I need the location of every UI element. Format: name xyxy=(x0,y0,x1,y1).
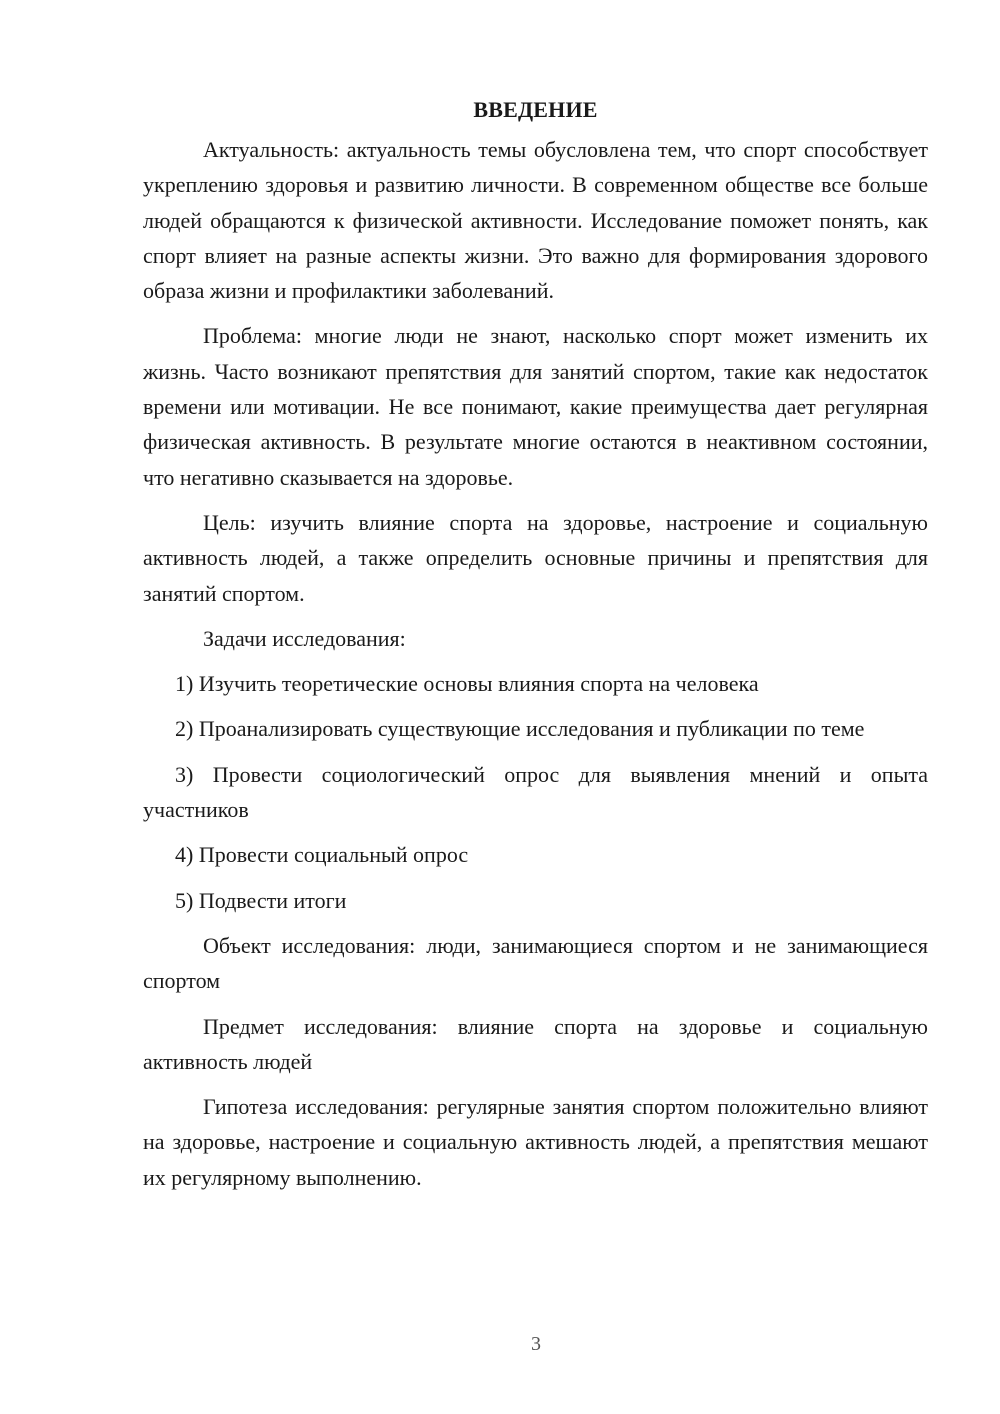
paragraph-object: Объект исследования: люди, занимающиеся спортом и не занимающиеся спортом xyxy=(143,932,928,994)
task-item-5: 5) Подвести итоги xyxy=(175,887,347,913)
paragraph-subject: Предмет исследования: влияние спорта на здоровье и социальную активность людей xyxy=(143,1013,928,1074)
task-item-2: 2) Проанализировать существующие исследования и публикации по теме xyxy=(175,716,865,742)
task-item-3: 3) Провести социологический опрос для выявления мнений и опыта участников xyxy=(143,761,928,823)
document-page xyxy=(143,92,928,1205)
task-item-1: 1) Изучить теоретические основы влияния спорта на человека xyxy=(175,671,759,697)
page-number: 3 xyxy=(531,1333,541,1355)
task-item-4: 4) Провести социальный опрос xyxy=(175,842,469,868)
paragraph-relevance: Актуальность: актуальность темы обусловлена тем, что спорт способствует укреплению здоровья и развитию личности. В современном обществе все больше людей обращаются к физической активности. Исследование поможет понять, как спорт влияет на разные аспекты жизни. Это важно для формирования здорового образа жизни и профилактики заболеваний. xyxy=(143,137,928,304)
paragraph-problem: Проблема: многие люди не знают, насколько спорт может изменить их жизнь. Часто возникают препятствия для занятий спортом, такие как недостаток времени или мотивации. Не все понимают, какие преимущества дает регулярная физическая активность. В результате многие остаются в неактивном состоянии, что негативно сказывается на здоровье. xyxy=(143,323,928,490)
paragraph-goal: Цель: изучить влияние спорта на здоровье, настроение и социальную активность людей, а также определить основные причины и препятствия для занятий спортом. xyxy=(143,509,928,606)
paragraph-hypothesis: Гипотеза исследования: регулярные занятия спортом положительно влияют на здоровье, настроение и социальную активность людей, а препятствия мешают их регулярному выполнению. xyxy=(143,1094,928,1190)
section-title: ВВЕДЕНИЕ xyxy=(473,97,598,122)
tasks-heading: Задачи исследования: xyxy=(203,625,406,651)
